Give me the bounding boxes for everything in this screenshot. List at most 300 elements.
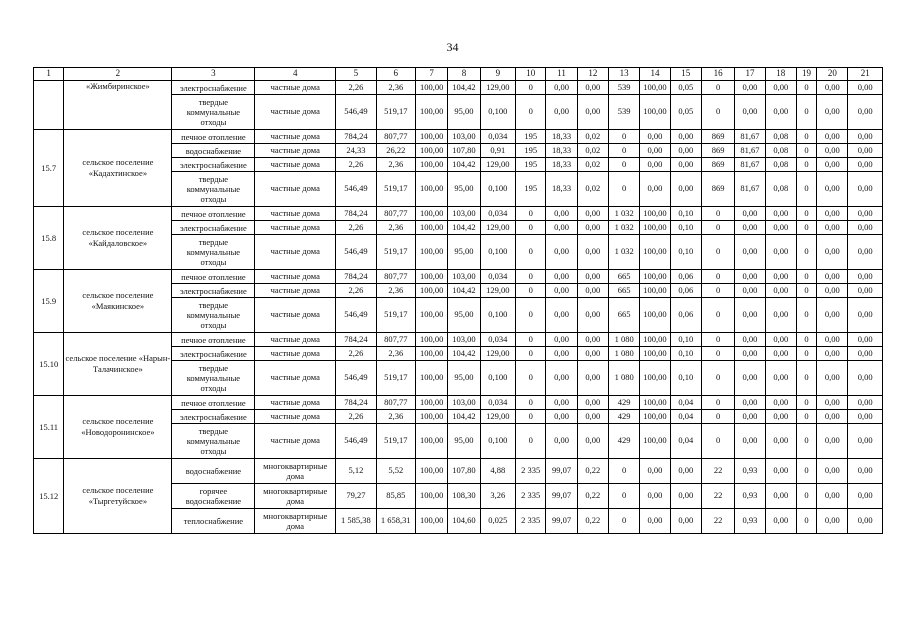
value-cell: 0,00 — [765, 298, 796, 333]
value-cell: 0,100 — [480, 235, 515, 270]
value-cell: 0,00 — [735, 361, 765, 396]
value-cell: 0,00 — [817, 459, 848, 484]
value-cell: 104,42 — [448, 284, 480, 298]
value-cell: 0,00 — [817, 298, 848, 333]
value-cell: 79,27 — [336, 484, 376, 509]
value-cell: 0,93 — [735, 484, 765, 509]
value-cell: 0,00 — [817, 284, 848, 298]
value-cell: 22 — [701, 484, 734, 509]
value-cell: 81,67 — [735, 158, 765, 172]
value-cell: 0,00 — [848, 333, 883, 347]
value-cell: 0,00 — [670, 509, 701, 534]
housing-type-cell: частные дома — [255, 235, 336, 270]
value-cell: 2,36 — [376, 284, 415, 298]
value-cell: 0,00 — [848, 410, 883, 424]
value-cell: 0,00 — [817, 144, 848, 158]
value-cell: 0,06 — [670, 298, 701, 333]
header-row — [34, 68, 883, 81]
value-cell: 0 — [609, 130, 640, 144]
value-cell: 1 658,31 — [376, 509, 415, 534]
value-cell: 519,17 — [376, 235, 415, 270]
municipality-name-cell: сельское поселение «Кадахтинское» — [64, 130, 172, 207]
value-cell: 0,22 — [577, 459, 608, 484]
value-cell: 95,00 — [448, 361, 480, 396]
value-cell: 0,100 — [480, 172, 515, 207]
table-row — [34, 270, 883, 284]
value-cell: 0 — [516, 333, 546, 347]
table-row — [34, 81, 883, 95]
value-cell: 0,00 — [765, 347, 796, 361]
data-table — [33, 67, 883, 534]
value-cell: 539 — [609, 81, 640, 95]
value-cell: 0,93 — [735, 459, 765, 484]
value-cell: 100,00 — [416, 410, 448, 424]
value-cell: 81,67 — [735, 130, 765, 144]
value-cell: 0,00 — [765, 459, 796, 484]
housing-type-cell: частные дома — [255, 361, 336, 396]
value-cell: 103,00 — [448, 207, 480, 221]
value-cell: 0,00 — [817, 207, 848, 221]
value-cell: 0,00 — [546, 207, 577, 221]
value-cell: 0,00 — [735, 396, 765, 410]
value-cell: 100,00 — [416, 130, 448, 144]
value-cell: 0 — [701, 410, 734, 424]
value-cell: 2,26 — [336, 158, 376, 172]
value-cell: 100,00 — [416, 95, 448, 130]
value-cell: 0,00 — [817, 361, 848, 396]
value-cell: 104,42 — [448, 347, 480, 361]
value-cell: 100,00 — [416, 207, 448, 221]
value-cell: 0,00 — [577, 207, 608, 221]
value-cell: 0,025 — [480, 509, 515, 534]
value-cell: 81,67 — [735, 144, 765, 158]
housing-type-cell: многоквартирные дома — [255, 484, 336, 509]
value-cell: 0,100 — [480, 95, 515, 130]
column-header: 19 — [796, 68, 816, 81]
column-header: 13 — [609, 68, 640, 81]
value-cell: 1 080 — [609, 347, 640, 361]
value-cell: 1 032 — [609, 235, 640, 270]
value-cell: 0,10 — [670, 235, 701, 270]
value-cell: 0,00 — [817, 221, 848, 235]
value-cell: 100,00 — [640, 95, 670, 130]
value-cell: 0 — [516, 284, 546, 298]
value-cell: 0 — [609, 172, 640, 207]
service-cell: твердые коммунальные отходы — [172, 361, 255, 396]
value-cell: 546,49 — [336, 298, 376, 333]
value-cell: 0,04 — [670, 410, 701, 424]
value-cell: 0,00 — [577, 95, 608, 130]
value-cell: 0 — [609, 459, 640, 484]
service-cell: водоснабжение — [172, 144, 255, 158]
value-cell: 195 — [516, 172, 546, 207]
value-cell: 0,00 — [817, 235, 848, 270]
value-cell: 129,00 — [480, 221, 515, 235]
value-cell: 0,00 — [735, 424, 765, 459]
value-cell: 0,00 — [735, 207, 765, 221]
value-cell: 0,100 — [480, 424, 515, 459]
housing-type-cell: частные дома — [255, 81, 336, 95]
value-cell: 0,00 — [848, 158, 883, 172]
value-cell: 0 — [796, 221, 816, 235]
row-number-cell — [34, 81, 64, 130]
housing-type-cell: частные дома — [255, 284, 336, 298]
value-cell: 2 335 — [516, 484, 546, 509]
value-cell: 2,36 — [376, 81, 415, 95]
value-cell: 0,00 — [577, 396, 608, 410]
value-cell: 546,49 — [336, 424, 376, 459]
value-cell: 665 — [609, 270, 640, 284]
table-row — [34, 207, 883, 221]
value-cell: 0,22 — [577, 484, 608, 509]
column-header: 4 — [255, 68, 336, 81]
value-cell: 0 — [796, 130, 816, 144]
value-cell: 0,00 — [577, 221, 608, 235]
value-cell: 0 — [609, 509, 640, 534]
value-cell: 81,67 — [735, 172, 765, 207]
value-cell: 0 — [701, 361, 734, 396]
service-cell: твердые коммунальные отходы — [172, 172, 255, 207]
column-header: 15 — [670, 68, 701, 81]
value-cell: 0,00 — [848, 95, 883, 130]
value-cell: 0 — [796, 459, 816, 484]
value-cell: 0,00 — [848, 459, 883, 484]
value-cell: 0,02 — [577, 130, 608, 144]
service-cell: теплоснабжение — [172, 509, 255, 534]
value-cell: 0,93 — [735, 509, 765, 534]
municipality-name-cell: «Жимбиринское» — [64, 81, 172, 130]
value-cell: 129,00 — [480, 81, 515, 95]
value-cell: 0 — [609, 484, 640, 509]
column-header: 21 — [848, 68, 883, 81]
value-cell: 0,10 — [670, 361, 701, 396]
value-cell: 100,00 — [416, 484, 448, 509]
value-cell: 85,85 — [376, 484, 415, 509]
value-cell: 0,05 — [670, 95, 701, 130]
column-header: 1 — [34, 68, 64, 81]
row-number-cell: 15.11 — [34, 396, 64, 459]
value-cell: 0 — [796, 410, 816, 424]
value-cell: 0 — [796, 361, 816, 396]
value-cell: 104,42 — [448, 158, 480, 172]
value-cell: 0,00 — [848, 81, 883, 95]
value-cell: 95,00 — [448, 235, 480, 270]
housing-type-cell: частные дома — [255, 333, 336, 347]
value-cell: 26,22 — [376, 144, 415, 158]
value-cell: 100,00 — [416, 235, 448, 270]
service-cell: твердые коммунальные отходы — [172, 235, 255, 270]
value-cell: 100,00 — [416, 221, 448, 235]
value-cell: 0 — [516, 95, 546, 130]
value-cell: 546,49 — [336, 95, 376, 130]
value-cell: 107,80 — [448, 144, 480, 158]
value-cell: 0 — [796, 298, 816, 333]
value-cell: 0,00 — [577, 284, 608, 298]
value-cell: 665 — [609, 298, 640, 333]
value-cell: 429 — [609, 396, 640, 410]
value-cell: 0,00 — [817, 130, 848, 144]
value-cell: 0,034 — [480, 396, 515, 410]
value-cell: 0,00 — [670, 158, 701, 172]
value-cell: 5,12 — [336, 459, 376, 484]
value-cell: 0,00 — [577, 81, 608, 95]
value-cell: 0,100 — [480, 298, 515, 333]
value-cell: 0 — [516, 347, 546, 361]
value-cell: 195 — [516, 158, 546, 172]
value-cell: 100,00 — [640, 235, 670, 270]
value-cell: 0 — [796, 95, 816, 130]
column-header: 5 — [336, 68, 376, 81]
value-cell: 0,00 — [735, 284, 765, 298]
value-cell: 0,00 — [640, 130, 670, 144]
value-cell: 0 — [796, 484, 816, 509]
value-cell: 0 — [796, 81, 816, 95]
value-cell: 0,00 — [817, 81, 848, 95]
value-cell: 103,00 — [448, 333, 480, 347]
value-cell: 0,00 — [817, 509, 848, 534]
value-cell: 100,00 — [640, 410, 670, 424]
value-cell: 0,06 — [670, 284, 701, 298]
value-cell: 0 — [701, 347, 734, 361]
table-row — [34, 459, 883, 484]
value-cell: 0 — [701, 270, 734, 284]
value-cell: 0 — [796, 284, 816, 298]
value-cell: 0,00 — [765, 509, 796, 534]
value-cell: 0,00 — [735, 235, 765, 270]
value-cell: 95,00 — [448, 95, 480, 130]
housing-type-cell: частные дома — [255, 410, 336, 424]
value-cell: 0,00 — [546, 235, 577, 270]
value-cell: 546,49 — [336, 235, 376, 270]
value-cell: 0,00 — [546, 396, 577, 410]
value-cell: 1 032 — [609, 207, 640, 221]
service-cell: электроснабжение — [172, 81, 255, 95]
value-cell: 0,00 — [848, 484, 883, 509]
value-cell: 0,10 — [670, 221, 701, 235]
service-cell: печное отопление — [172, 207, 255, 221]
value-cell: 0 — [796, 424, 816, 459]
value-cell: 2 335 — [516, 459, 546, 484]
value-cell: 2,26 — [336, 81, 376, 95]
value-cell: 0,08 — [765, 172, 796, 207]
value-cell: 0 — [796, 172, 816, 207]
municipality-name-cell: сельское поселение «Кайдаловское» — [64, 207, 172, 270]
value-cell: 0 — [796, 144, 816, 158]
value-cell: 0,10 — [670, 207, 701, 221]
value-cell: 0,00 — [577, 361, 608, 396]
value-cell: 24,33 — [336, 144, 376, 158]
value-cell: 0,00 — [848, 347, 883, 361]
value-cell: 519,17 — [376, 95, 415, 130]
value-cell: 0 — [516, 270, 546, 284]
value-cell: 0,00 — [817, 347, 848, 361]
value-cell: 0,00 — [765, 361, 796, 396]
value-cell: 100,00 — [640, 333, 670, 347]
value-cell: 0,00 — [670, 484, 701, 509]
value-cell: 0 — [701, 95, 734, 130]
table-row — [34, 130, 883, 144]
value-cell: 0,08 — [765, 158, 796, 172]
column-header: 3 — [172, 68, 255, 81]
value-cell: 0,00 — [817, 484, 848, 509]
value-cell: 0,02 — [577, 144, 608, 158]
service-cell: электроснабжение — [172, 158, 255, 172]
value-cell: 100,00 — [640, 298, 670, 333]
service-cell: электроснабжение — [172, 347, 255, 361]
value-cell: 104,42 — [448, 221, 480, 235]
column-header: 14 — [640, 68, 670, 81]
housing-type-cell: частные дома — [255, 298, 336, 333]
value-cell: 5,52 — [376, 459, 415, 484]
value-cell: 0 — [796, 207, 816, 221]
value-cell: 100,00 — [640, 396, 670, 410]
value-cell: 0 — [701, 207, 734, 221]
value-cell: 195 — [516, 130, 546, 144]
value-cell: 1 080 — [609, 361, 640, 396]
value-cell: 100,00 — [416, 396, 448, 410]
value-cell: 100,00 — [640, 347, 670, 361]
value-cell: 0,00 — [546, 270, 577, 284]
value-cell: 807,77 — [376, 396, 415, 410]
value-cell: 129,00 — [480, 284, 515, 298]
value-cell: 0,00 — [765, 221, 796, 235]
value-cell: 100,00 — [416, 333, 448, 347]
housing-type-cell: многоквартирные дома — [255, 459, 336, 484]
value-cell: 0,00 — [546, 361, 577, 396]
value-cell: 100,00 — [640, 424, 670, 459]
municipality-name-cell: сельское поселение «Нарын-Талачинское» — [64, 333, 172, 396]
value-cell: 103,00 — [448, 396, 480, 410]
value-cell: 0 — [701, 235, 734, 270]
value-cell: 0,91 — [480, 144, 515, 158]
value-cell: 0,00 — [735, 333, 765, 347]
value-cell: 0,00 — [848, 207, 883, 221]
value-cell: 0,00 — [640, 509, 670, 534]
housing-type-cell: частные дома — [255, 424, 336, 459]
value-cell: 0,00 — [765, 284, 796, 298]
value-cell: 18,33 — [546, 158, 577, 172]
column-header: 17 — [735, 68, 765, 81]
value-cell: 0,00 — [670, 172, 701, 207]
service-cell: твердые коммунальные отходы — [172, 95, 255, 130]
column-header: 10 — [516, 68, 546, 81]
value-cell: 100,00 — [640, 81, 670, 95]
housing-type-cell: многоквартирные дома — [255, 509, 336, 534]
value-cell: 0,00 — [817, 270, 848, 284]
table-row — [34, 333, 883, 347]
value-cell: 0,00 — [546, 410, 577, 424]
value-cell: 100,00 — [416, 509, 448, 534]
housing-type-cell: частные дома — [255, 396, 336, 410]
value-cell: 99,07 — [546, 484, 577, 509]
value-cell: 0,00 — [577, 347, 608, 361]
value-cell: 18,33 — [546, 144, 577, 158]
column-header: 20 — [817, 68, 848, 81]
value-cell: 0,00 — [848, 396, 883, 410]
value-cell: 0,00 — [546, 347, 577, 361]
value-cell: 0,10 — [670, 333, 701, 347]
value-cell: 1 585,38 — [336, 509, 376, 534]
column-header: 11 — [546, 68, 577, 81]
housing-type-cell: частные дома — [255, 95, 336, 130]
value-cell: 0 — [701, 424, 734, 459]
value-cell: 0 — [516, 221, 546, 235]
row-number-cell: 15.7 — [34, 130, 64, 207]
value-cell: 129,00 — [480, 410, 515, 424]
value-cell: 784,24 — [336, 207, 376, 221]
value-cell: 0,00 — [546, 333, 577, 347]
value-cell: 100,00 — [416, 298, 448, 333]
value-cell: 0,034 — [480, 207, 515, 221]
value-cell: 0,00 — [735, 347, 765, 361]
value-cell: 18,33 — [546, 130, 577, 144]
service-cell: электроснабжение — [172, 284, 255, 298]
value-cell: 807,77 — [376, 130, 415, 144]
value-cell: 0 — [701, 284, 734, 298]
value-cell: 100,00 — [416, 270, 448, 284]
value-cell: 0,00 — [577, 270, 608, 284]
value-cell: 108,30 — [448, 484, 480, 509]
value-cell: 0 — [701, 298, 734, 333]
value-cell: 0,00 — [817, 95, 848, 130]
column-header: 18 — [765, 68, 796, 81]
value-cell: 0,00 — [546, 81, 577, 95]
value-cell: 784,24 — [336, 270, 376, 284]
value-cell: 0,00 — [670, 130, 701, 144]
value-cell: 0,00 — [817, 158, 848, 172]
column-header: 2 — [64, 68, 172, 81]
service-cell: электроснабжение — [172, 221, 255, 235]
value-cell: 0 — [796, 396, 816, 410]
value-cell: 0,00 — [546, 95, 577, 130]
value-cell: 2,36 — [376, 158, 415, 172]
value-cell: 95,00 — [448, 298, 480, 333]
value-cell: 807,77 — [376, 333, 415, 347]
value-cell: 0 — [796, 333, 816, 347]
value-cell: 0,02 — [577, 172, 608, 207]
value-cell: 2,26 — [336, 221, 376, 235]
value-cell: 519,17 — [376, 361, 415, 396]
value-cell: 0 — [516, 361, 546, 396]
value-cell: 22 — [701, 509, 734, 534]
value-cell: 0,00 — [848, 298, 883, 333]
value-cell: 519,17 — [376, 424, 415, 459]
value-cell: 0,00 — [765, 235, 796, 270]
value-cell: 0 — [516, 207, 546, 221]
municipality-name-cell: сельское поселение «Новодоронинское» — [64, 396, 172, 459]
value-cell: 0 — [796, 270, 816, 284]
value-cell: 0,00 — [848, 509, 883, 534]
value-cell: 1 032 — [609, 221, 640, 235]
value-cell: 100,00 — [416, 158, 448, 172]
column-header: 12 — [577, 68, 608, 81]
value-cell: 0,00 — [640, 172, 670, 207]
value-cell: 0 — [701, 221, 734, 235]
value-cell: 2,36 — [376, 410, 415, 424]
value-cell: 0,08 — [765, 130, 796, 144]
value-cell: 519,17 — [376, 298, 415, 333]
column-header: 8 — [448, 68, 480, 81]
value-cell: 0,00 — [848, 172, 883, 207]
column-header: 6 — [376, 68, 415, 81]
value-cell: 0,00 — [670, 144, 701, 158]
value-cell: 195 — [516, 144, 546, 158]
value-cell: 0,00 — [735, 81, 765, 95]
value-cell: 3,26 — [480, 484, 515, 509]
value-cell: 429 — [609, 424, 640, 459]
value-cell: 4,88 — [480, 459, 515, 484]
value-cell: 665 — [609, 284, 640, 298]
